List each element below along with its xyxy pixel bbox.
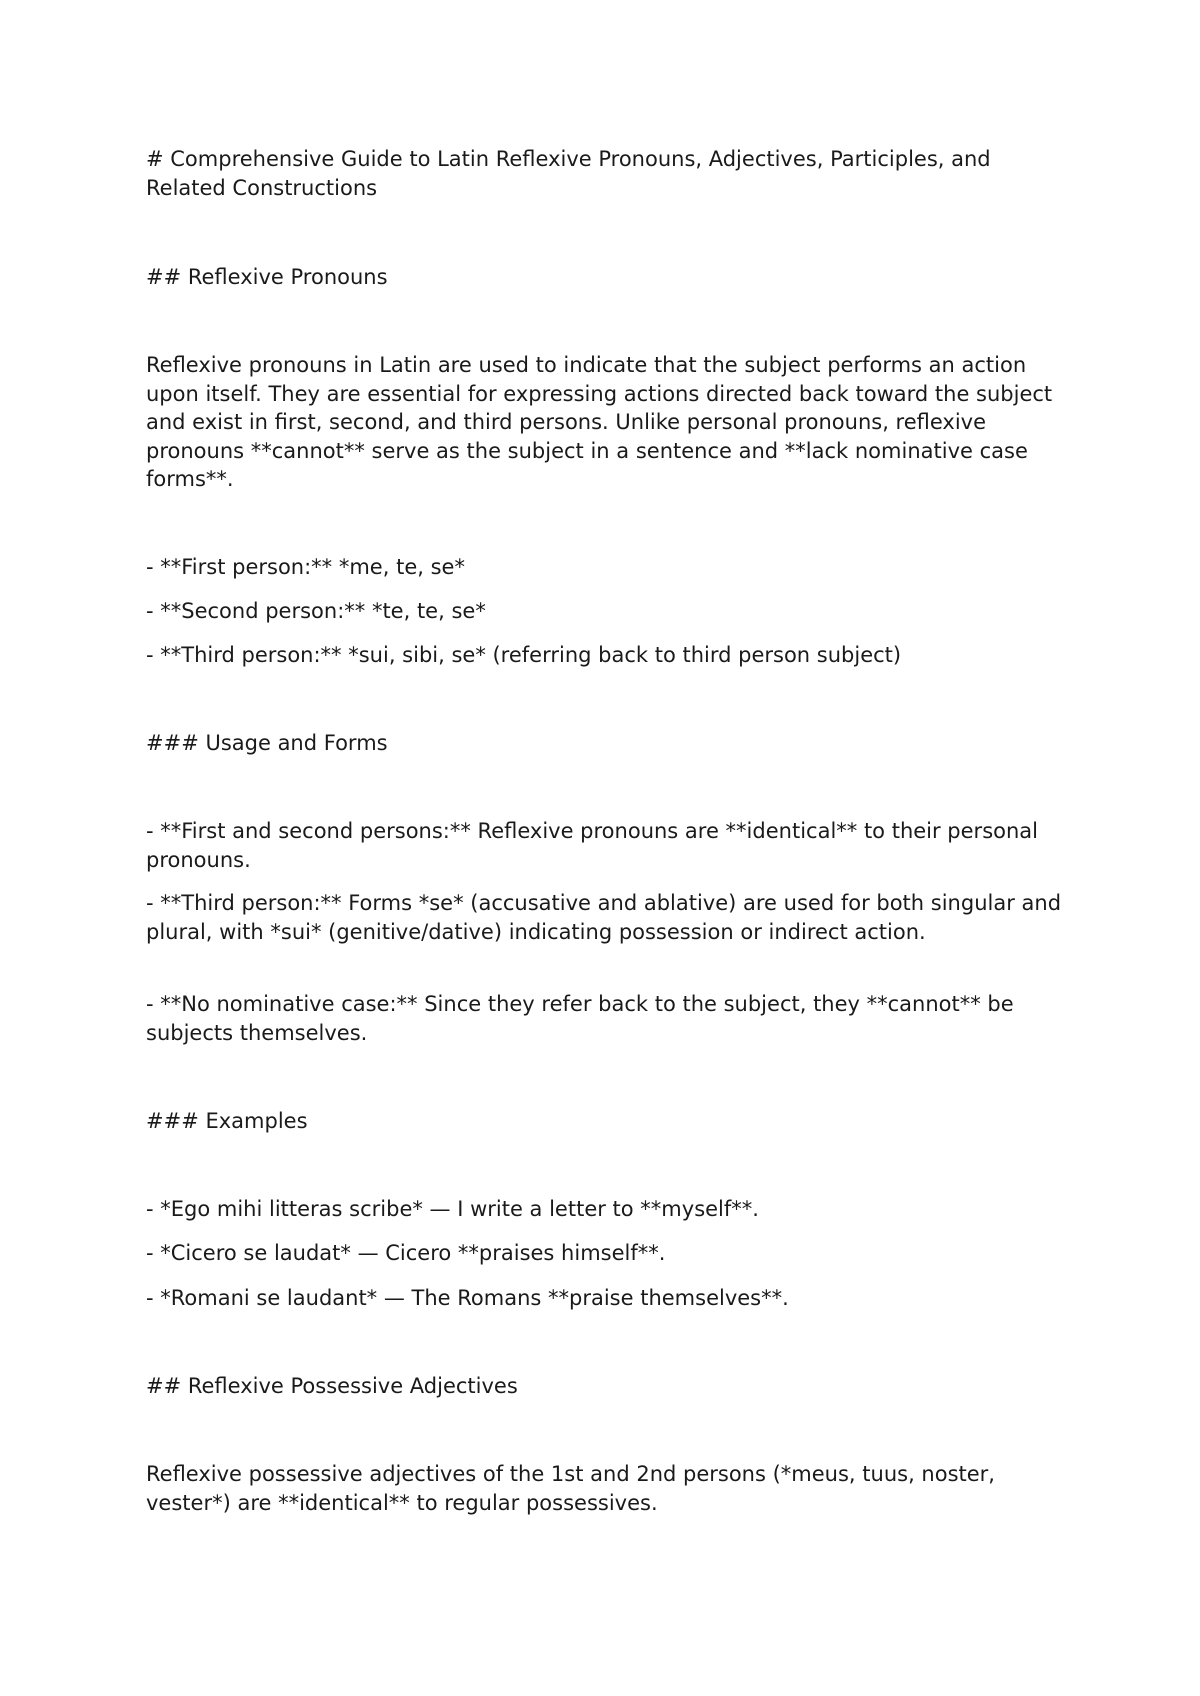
example-item-3: - *Romani se laudant* — The Romans **praise themselves**. <box>146 1286 789 1310</box>
heading-examples: ### Examples <box>146 1109 308 1133</box>
list-item-third-person: - **Third person:** *sui, sibi, se* (referring back to third person subject) <box>146 643 902 667</box>
list-item-first-person: - **First person:** *me, te, se* <box>146 555 465 579</box>
paragraph-possessive-intro: Reflexive possessive adjectives of the 1st and 2nd persons (*meus, tuus, noster, vester*) are **identical** to regular possessives. <box>146 1462 995 1515</box>
list-item-no-nominative: - **No nominative case:** Since they refer back to the subject, they **cannot** be subjects themselves. <box>146 992 1014 1045</box>
heading-reflexive-pronouns: ## Reflexive Pronouns <box>146 265 388 289</box>
example-item-1: - *Ego mihi litteras scribe* — I write a letter to **myself**. <box>146 1197 759 1221</box>
list-item-third-person-forms: - **Third person:** Forms *se* (accusative and ablative) are used for both singular and plural, with *sui* (genitive/dative) indicating possession or indirect action. <box>146 891 1062 944</box>
document-title: # Comprehensive Guide to Latin Reflexive Pronouns, Adjectives, Participles, and Related Constructions <box>146 147 991 200</box>
heading-usage-and-forms: ### Usage and Forms <box>146 731 388 755</box>
list-item-first-second-persons: - **First and second persons:** Reflexive pronouns are **identical** to their personal pronouns. <box>146 819 1038 872</box>
example-item-2: - *Cicero se laudat* — Cicero **praises himself**. <box>146 1241 666 1265</box>
heading-reflexive-possessive: ## Reflexive Possessive Adjectives <box>146 1374 518 1398</box>
paragraph-reflexive-intro: Reflexive pronouns in Latin are used to indicate that the subject performs an action upon itself. They are essential for expressing actions directed back toward the subject and exist in first, second, and third persons. Unlike personal pronouns, reflexive pronouns **cannot** serve as the subject in a sentence and **lack nominative case forms**. <box>146 353 1053 491</box>
list-item-second-person: - **Second person:** *te, te, se* <box>146 599 486 623</box>
